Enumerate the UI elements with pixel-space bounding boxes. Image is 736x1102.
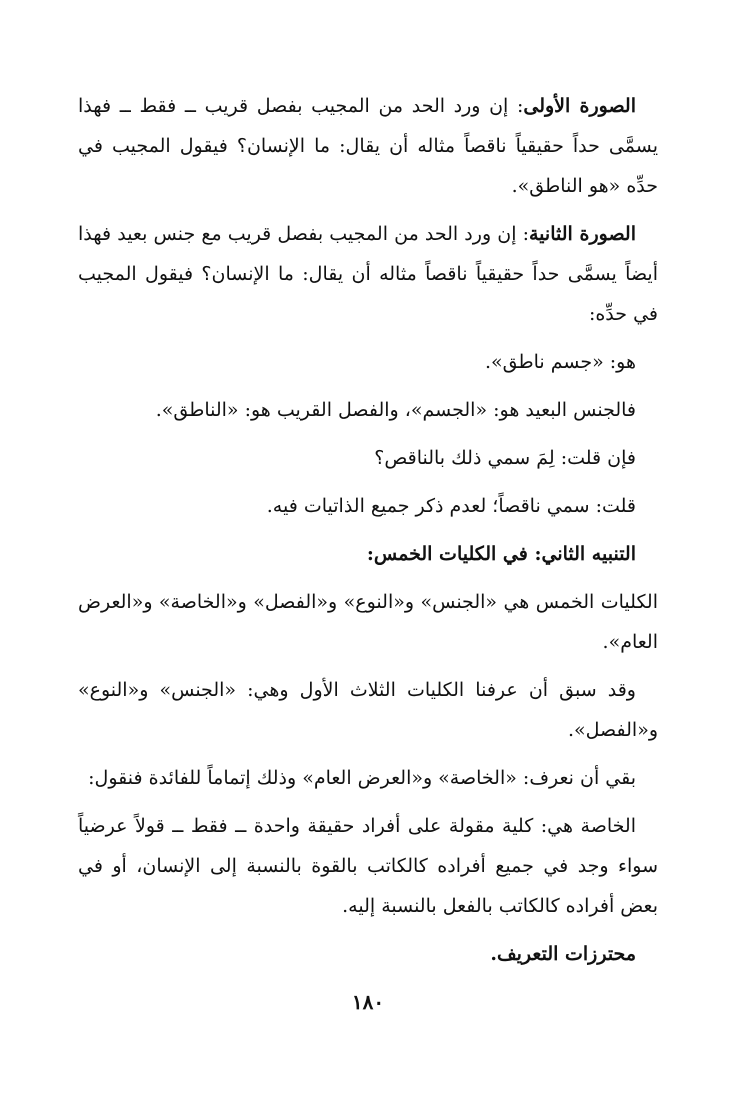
paragraph-remaining-universals: بقي أن نعرف: «الخاصة» و«العرض العام» وذلك إتماماً للفائدة فنقول: [88,767,636,789]
paragraph-five-universals: الكليات الخمس هي «الجنس» و«النوع» و«الفصل» و«الخاصة» و«العرض العام». [78,591,658,653]
paragraph-form-one [78,86,658,206]
page-content [78,86,658,982]
paragraph-question: فإن قلت: لِمَ سمي ذلك بالناقص؟ [374,447,636,469]
paragraph-definition-example: هو: «جسم ناطق». [485,351,636,373]
paragraph-answer: قلت: سمي ناقصاً؛ لعدم ذكر جميع الذاتيات فيه. [266,495,636,517]
form-two-text: : إن ورد الحد من المجيب بفصل قريب مع جنس بعيد فهذا أيضاً يسمَّى حداً حقيقياً ناقصاً مثاله أن يقال: ما الإنسان؟ فيقول المجيب في حدِّه: [78,223,658,325]
form-two-heading: الصورة الثانية [529,223,636,245]
subheading-definition-constraints: محترزات التعريف. [490,943,636,965]
page-number: ١٨٠ [351,990,385,1014]
section-heading-five-universals: التنبيه الثاني: في الكليات الخمس: [366,543,636,565]
paragraph-first-three-universals: وقد سبق أن عرفنا الكليات الثلاث الأول وهي: «الجنس» و«النوع» و«الفصل». [78,679,658,741]
form-one-text: : إن ورد الحد من المجيب بفصل قريب ــ فقط ــ فهذا يسمَّى حداً حقيقياً ناقصاً مثاله أن يقال: ما الإنسان؟ فيقول المجيب في حدِّه «هو الناطق». [78,95,658,197]
paragraph-genus-differentia: فالجنس البعيد هو: «الجسم»، والفصل القريب هو: «الناطق». [155,399,636,421]
paragraph-property-definition: الخاصة هي: كلية مقولة على أفراد حقيقة واحدة ــ فقط ــ قولاً عرضياً سواء وجد في جميع أفراده كالكاتب بالقوة بالنسبة إلى الإنسان، أو في بعض أفراده كالكاتب بالفعل بالنسبة إليه. [78,815,658,917]
form-one-heading: الصورة الأولى [523,95,636,117]
paragraph-form-two [78,214,658,334]
